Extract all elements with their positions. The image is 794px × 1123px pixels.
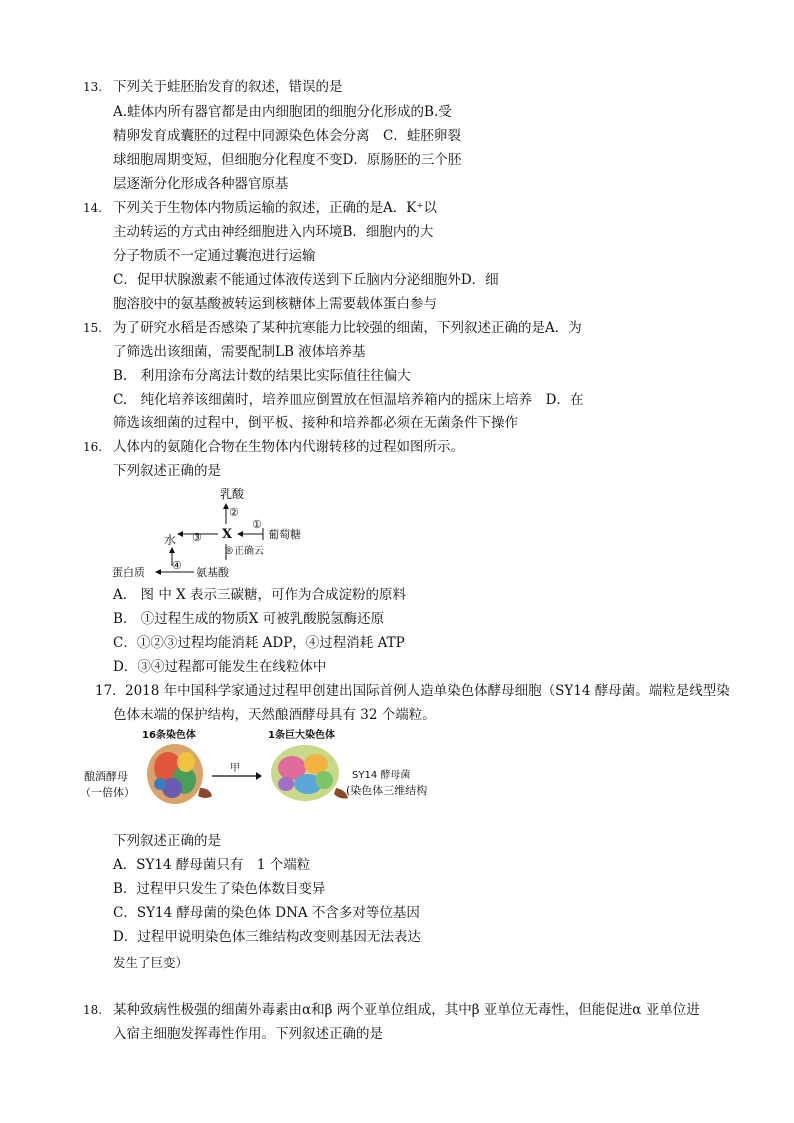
q16-option-c: C．①②③过程均能消耗 ADP，④过程消耗 ATP <box>113 635 405 651</box>
q17-option-c: C．SY14 酵母菌的染色体 DNA 不含多对等位基因 <box>113 905 420 921</box>
yeast-chromosome-cluster-image <box>147 744 212 804</box>
yeast-chromosome-figure <box>80 728 460 808</box>
q14-stem: 下列关于生物体内物质运输的叙述，正确的是A．K⁺以 <box>113 200 437 216</box>
diagram-circle-2: ② <box>229 506 239 519</box>
q14-line-1: 主动转运的方式由神经细胞进入内环境B．细胞内的大 <box>113 224 434 240</box>
q16-stem: 人体内的氨随化合物在生物体内代谢转移的过程如图所示。 <box>113 439 464 455</box>
q14-line-3: C．促甲状腺激素不能通过体液传送到下丘脑内分泌细胞外D．细 <box>113 272 499 288</box>
q15-number: 15. <box>83 321 103 335</box>
q15-line-4: 筛选该细菌的过程中，倒平板、接种和培养都必须在无菌条件下操作 <box>113 415 518 431</box>
q18-number: 18. <box>83 1003 103 1017</box>
diagram-note: ®正确云 <box>224 546 264 557</box>
q14-line-4: 胞溶胶中的氨基酸被转运到核糖体上需要载体蛋白参与 <box>113 296 437 312</box>
diagram-label-amino: 氨基酸 <box>196 566 229 579</box>
diagram-label-glucose: 葡萄糖 <box>268 528 301 541</box>
q16-option-d: D．③④过程都可能发生在线粒体中 <box>113 659 327 675</box>
q17-number: 17． <box>95 683 126 699</box>
q16-option-b: B. ①过程生成的物质X 可被乳酸脱氢酶还原 <box>113 611 385 627</box>
q16-sub: 下列叙述正确的是 <box>113 463 221 479</box>
figure-label-left-2: （一倍体） <box>80 786 135 799</box>
figure-label-1-chromosome: 1条巨大染色体 <box>268 730 335 741</box>
q17-option-b: B．过程甲只发生了染色体数目变异 <box>113 881 326 897</box>
metabolism-diagram <box>108 484 308 584</box>
diagram-circle-3: ③ <box>192 531 202 544</box>
diagram-label-water: 水 <box>164 533 177 547</box>
q18-stem-line-2: 入宿主细胞发挥毒性作用。下列叙述正确的是 <box>113 1026 383 1042</box>
process-arrow-label: 甲 <box>230 763 240 774</box>
q17-stem-line-1: 2018 年中国科学家通过过程甲创建出国际首例人造单染色体酵母细胞（SY14 酵母菌。端粒是线型染 <box>125 683 730 699</box>
q15-line-1: 了筛选出该细菌，需要配制LB 液体培养基 <box>113 344 366 360</box>
q15-stem: 为了研究水稻是否感染了某种抗寒能力比较强的细菌，下列叙述正确的是A．为 <box>113 320 582 336</box>
q15-line-2: B. 利用涂布分离法计数的结果比实际值往往偏大 <box>113 368 411 384</box>
q13-line-4: 层逐渐分化形成各种器官原基 <box>113 176 289 192</box>
diagram-label-lactic: 乳酸 <box>220 487 245 501</box>
q13-line-1: A.蛙体内所有器官都是由内细胞团的细胞分化形成的B.受 <box>113 104 452 120</box>
q13-stem: 下列关于蛙胚胎发育的叙述，错误的是 <box>113 79 343 95</box>
q14-line-2: 分子物质不一定通过囊泡进行运输 <box>113 248 316 264</box>
q17-stem-line-2: 色体末端的保护结构，天然酿酒酵母具有 32 个端粒。 <box>113 707 436 723</box>
sy14-chromosome-structure-image <box>271 745 348 801</box>
figure-label-left-1: 酿酒酵母 <box>84 770 128 783</box>
q17-option-a: A．SY14 酵母菌只有 1 个端粒 <box>113 857 311 873</box>
q13-number: 13. <box>83 80 103 94</box>
diagram-circle-1: ① <box>252 518 262 531</box>
diagram-circle-4: ④ <box>172 559 182 572</box>
figure-label-right-2: (染色体三维结构 <box>346 784 428 797</box>
q15-line-3: C. 纯化培养该细菌时，培养皿应倒置放在恒温培养箱内的摇床上培养 D．在 <box>113 392 584 408</box>
q16-option-a: A. 图 中 X 表示三碳糖，可作为合成淀粉的原料 <box>113 587 407 603</box>
diagram-label-x: X <box>222 527 233 542</box>
q17-option-d: D．过程甲说明染色体三维结构改变则基因无法表达 <box>113 929 421 945</box>
q17-trailing-text: 发生了巨变） <box>113 955 189 970</box>
q14-number: 14. <box>83 201 103 215</box>
figure-label-16-chromosomes: 16条染色体 <box>142 730 196 741</box>
q13-line-2: 精卵发育成囊胚的过程中同源染色体会分离 C．蛙胚卵裂 <box>113 128 461 144</box>
q16-number: 16. <box>83 440 103 454</box>
q13-line-3: 球细胞周期变短，但细胞分化程度不变D．原肠胚的三个胚 <box>113 152 462 168</box>
diagram-label-protein: 蛋白质 <box>112 566 145 579</box>
q18-stem-line-1: 某种致病性极强的细菌外毒素由α和β 两个亚单位组成，其中β 亚单位无毒性，但能促进α 亚单位进 <box>113 1002 700 1018</box>
figure-label-right-1: SY14 酵母菌 <box>352 770 411 781</box>
q17-sub: 下列叙述正确的是 <box>113 833 221 849</box>
